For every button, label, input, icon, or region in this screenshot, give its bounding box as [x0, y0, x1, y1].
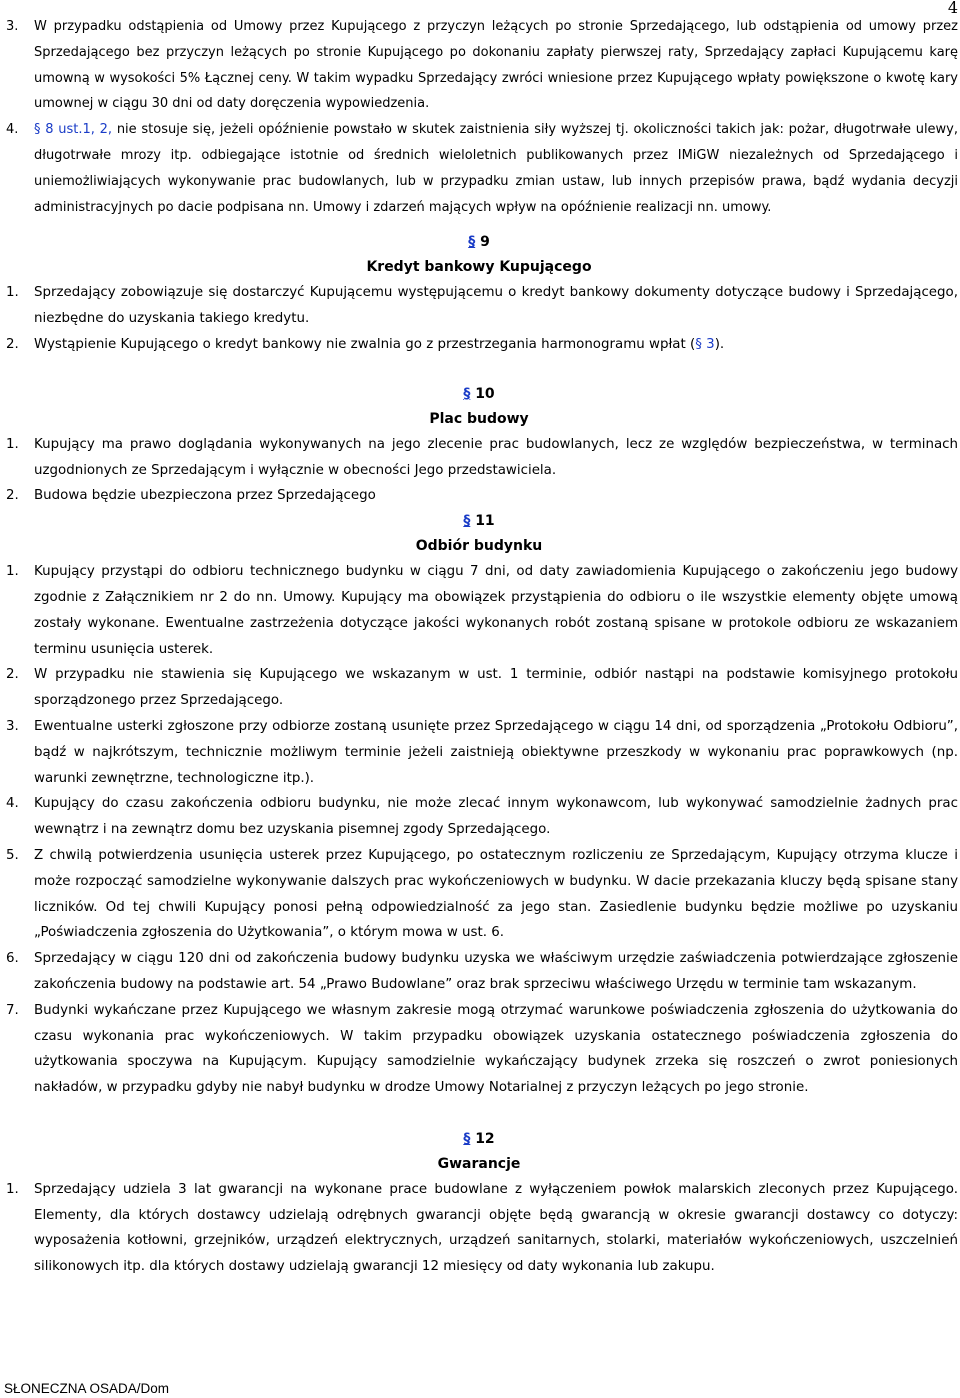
- section-heading: [0, 1127, 958, 1152]
- list-item: [0, 117, 958, 220]
- item-text: W przypadku nie stawienia się Kupującego we wskazanym w ust. 1 terminie, odbiór nastąpi na podstawie komisyjnego protokołu sporządzonego przez Sprzedającego.: [34, 667, 958, 709]
- list-item: [0, 791, 958, 843]
- item-number: 2.: [6, 667, 19, 683]
- item-number: 1.: [6, 285, 19, 301]
- list-item: [0, 662, 958, 714]
- section-title: Gwarancje: [437, 1155, 521, 1172]
- list-item: [0, 332, 958, 358]
- item-text: Ewentualne usterki zgłoszone przy odbiorze zostaną usunięte przez Sprzedającego w ciągu 14 dni, od sporządzenia „Protokołu Odbioru”, bądź w najkrótszym, technicznie możliwym terminie jeżeli zaistnieją obiektywne przeszkody w wykonaniu prac poprawkowych (np. warunki zewnętrzne, technologiczne itp.).: [34, 718, 958, 786]
- list-item: [0, 946, 958, 998]
- item-number: 6.: [6, 951, 19, 967]
- list-item: [0, 998, 958, 1101]
- section-number: 9: [480, 234, 490, 251]
- section-title: Kredyt bankowy Kupującego: [366, 259, 592, 276]
- paragraph-sign: §: [463, 1130, 471, 1147]
- item-number: 5.: [6, 847, 19, 863]
- paragraph-ref-link[interactable]: 3: [706, 336, 715, 352]
- list-item: [0, 714, 958, 791]
- item-number: 2.: [6, 336, 19, 352]
- item-text: Budynki wykańczane przez Kupującego we własnym zakresie mogą otrzymać warunkowe poświadczenia zgłoszenia do użytkowania do czasu wykonania prac wykończeniowych. W takim przypadku obowiązek uzyskania ostatecznego poświadczenia zgłoszenia do użytkowania spoczywa na Kupującym. Kupujący samodzielnie wykańczający budynek zrzeka się roszczeń o zwrot poniesionych nakładów, w przypadku gdyby nie nabył budynku w drodze Umowy Notarialnej z przyczyn leżących po jego stronie.: [34, 1002, 958, 1096]
- list-item: [0, 1177, 958, 1280]
- item-text: Sprzedający zobowiązuje się dostarczyć Kupującemu występującemu o kredyt bankowy dokumenty dotyczące budowy i Sprzedającego, niezbędne do uzyskania takiego kredytu.: [34, 285, 958, 327]
- item-text: Kupujący przystąpi do odbioru technicznego budynku w ciągu 7 dni, od daty zawiadomienia Kupującego o zakończeniu jego budowy zgodnie z Załącznikiem nr 2 do nn. Umowy. Kupujący ma obowiązek przystąpienia do odbioru o ile wszystkie elementy objęte umową zostały wykonane. Ewentualne zastrzeżenia dotyczące jakości wykonanych robót zostaną spisane w protokole odbioru ze wskazaniem terminu usunięcia usterek.: [34, 564, 958, 657]
- page-number: 4: [947, 0, 958, 17]
- ust-ref-link[interactable]: ust.1, 2,: [58, 122, 113, 138]
- item-number: 1.: [6, 1181, 19, 1197]
- item-number: 4.: [6, 122, 19, 138]
- section-heading: [0, 230, 958, 255]
- item-text: nie stosuje się, jeżeli opóźnienie powstało w skutek zaistnienia siły wyższej tj. okoliczności takich jak: pożar, długotrwałe ulewy, długotrwałe mrozy itp. odbiegające istotnie od średnich wieloletnich publikowanych przez IMiGW niezależnych od Sprzedającego i uniemożliwiających wykonywanie prac budowlanych, lub w przypadku zmian ustaw, lub innych przepisów prawa, bądź wydania decyzji administracyjnych po dacie podpisana nn. Umowy i zdarzeń mających wpływ na opóźnienie realizacji nn. umowy.: [34, 122, 959, 215]
- list-item: [0, 483, 958, 509]
- item-text: Z chwilą potwierdzenia usunięcia usterek przez Kupującego, po ostatecznym rozliczeniu ze Sprzedającym, Kupujący otrzyma klucze i może rozpocząć samodzielne wykonywanie dalszych prac wykończeniowych w budynku. W dacie przekazania kluczy będą spisane stany liczników. Od tej chwili Kupujący ponosi pełną odpowiedzialność za jego stan. Zasiedlenie budynku będzie możliwe po uzyskaniu „Poświadczenia zgłoszenia do Użytkowania”, o którym mowa w ust. 6.: [34, 847, 958, 941]
- list-item: [0, 14, 958, 117]
- section-number: 12: [475, 1130, 495, 1147]
- item-text: Wystąpienie Kupującego o kredyt bankowy nie zwalnia go z przestrzegania harmonogramu wpłat (: [34, 336, 696, 352]
- section-number: 10: [475, 385, 495, 402]
- section-number: 11: [475, 513, 495, 530]
- item-text: W przypadku odstąpienia od Umowy przez Kupującego z przyczyn leżących po stronie Sprzedającego, lub odstąpienia od umowy przez Sprzedającego bez przyczyn leżących po stronie Kupującego po dokonaniu zapłaty pierwszej raty, Sprzedający zapłaci Kupującemu karę umowną w wysokości 5% Łącznej ceny. W takim wypadku Sprzedający zwróci wniesione przez Kupującego wpłaty powiększone o kwotę kary umownej w ciągu 30 dni od daty doręczenia wypowiedzenia.: [34, 19, 958, 112]
- item-number: 1.: [6, 436, 19, 452]
- item-text: Budowa będzie ubezpieczona przez Sprzedającego: [34, 488, 376, 504]
- item-number: 3.: [6, 19, 19, 34]
- item-text: Kupujący ma prawo doglądania wykonywanych na jego zlecenie prac budowlanych, lecz ze względów bezpieczeństwa, w terminach uzgodnionych ze Sprzedającym i wyłącznie w obecności Jego przedstawiciela.: [34, 436, 958, 478]
- paragraph-sign-link[interactable]: §: [695, 336, 702, 352]
- item-number: 3.: [6, 718, 19, 734]
- list-item: [0, 843, 958, 946]
- item-text: Sprzedający w ciągu 120 dni od zakończenia budowy budynku uzyska we właściwym urzędzie zaświadczenia potwierdzające zgłoszenie zakończenia budowy na podstawie art. 54 „Prawo Budowlane” oraz brak sprzeciwu właściwego Urzędu w terminie tam wskazanym.: [34, 951, 958, 992]
- item-text-end: ).: [714, 336, 725, 352]
- section-heading: [0, 509, 958, 534]
- paragraph-sign-link[interactable]: §: [34, 122, 41, 138]
- section-title: Plac budowy: [429, 410, 529, 427]
- page-footer: SŁONECZNA OSADA/Dom: [4, 1381, 170, 1396]
- paragraph-sign: §: [463, 513, 471, 530]
- item-number: 4.: [6, 796, 19, 812]
- item-text: Kupujący do czasu zakończenia odbioru budynku, nie może zlecać innym wykonawcom, lub wykonywać samodzielnie żadnych prac wewnątrz i na zewnątrz domu bez uzyskania pisemnej zgody Sprzedającego.: [34, 796, 958, 838]
- section-heading: [0, 382, 958, 407]
- paragraph-ref-link[interactable]: 8: [45, 122, 54, 138]
- item-number: 1.: [6, 564, 19, 580]
- paragraph-sign: §: [463, 385, 471, 402]
- item-text: Sprzedający udziela 3 lat gwarancji na wykonane prace budowlane z wyłączeniem powłok malarskich zleconych przez Kupującego. Elementy, dla których dostawcy udzielają odrębnych gwarancji objęte będą gwarancją w okresie gwarancji dostawcy co dotyczy: wyposażenia kotłowni, grzejników, urządzeń elektrycznych, urządzeń sanitarnych, stolarki, materiałów wykończeniowych, uszczelnień silikonowych itp. dla których dostawy udzielają gwarancji 12 miesięcy od daty wykonania lub zakupu.: [34, 1181, 958, 1275]
- list-item: [0, 432, 958, 484]
- item-number: 2.: [6, 488, 19, 504]
- section-title: Odbiór budynku: [415, 538, 543, 555]
- paragraph-sign: §: [468, 234, 476, 251]
- item-number: 7.: [6, 1002, 19, 1018]
- list-item: [0, 280, 958, 332]
- document-body: [0, 14, 958, 1280]
- list-item: [0, 559, 958, 662]
